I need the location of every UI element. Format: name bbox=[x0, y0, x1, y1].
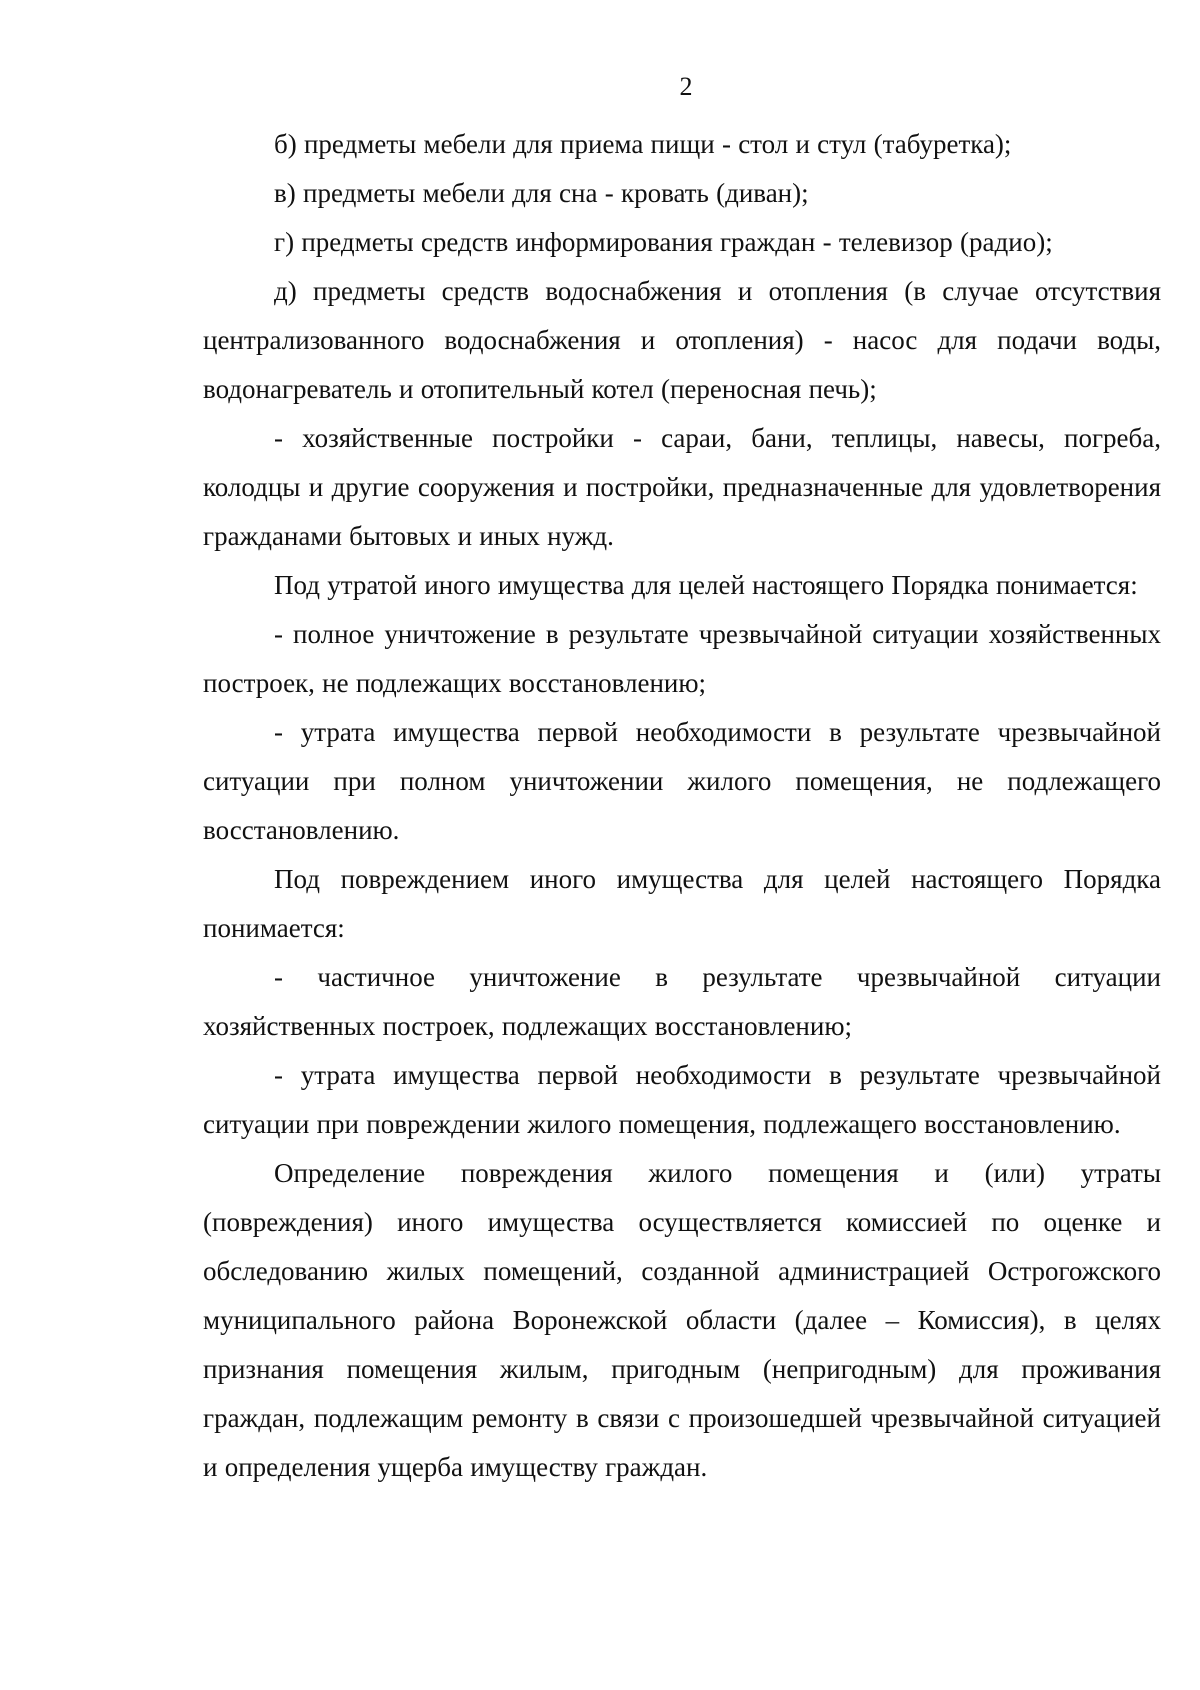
paragraph-damage-essentials: - утрата имущества первой необходимости в результате чрезвычайной ситуации при повреждении жилого помещения, подлежащего восстановлению. bbox=[203, 1060, 1161, 1139]
paragraph-loss-essentials: - утрата имущества первой необходимости в результате чрезвычайной ситуации при полном уничтожении жилого помещения, не подлежащего восстановлению. bbox=[203, 717, 1161, 845]
paragraph-loss-definition: Под утратой иного имущества для целей настоящего Порядка понимается: bbox=[274, 570, 1138, 600]
paragraph-damage-partial-destruction: - частичное уничтожение в результате чрезвычайной ситуации хозяйственных построек, подлежащих восстановлению; bbox=[203, 962, 1161, 1041]
paragraph-commission: Определение повреждения жилого помещения и (или) утраты (повреждения) иного имущества осуществляется комиссией по оценке и обследованию жилых помещений, созданной администрацией Острогожского муниципального района Воронежской области (далее – Комиссия), в целях признания помещения жилым, пригодным (непригодным) для проживания граждан, подлежащим ремонту в связи с произошедшей чрезвычайной ситуацией и определения ущерба имуществу граждан. bbox=[203, 1158, 1161, 1482]
document-body bbox=[203, 120, 1161, 1492]
page-number: 2 bbox=[679, 72, 693, 101]
paragraph-furniture-sleeping: в) предметы мебели для сна - кровать (диван); bbox=[274, 178, 809, 208]
paragraph-loss-full-destruction: - полное уничтожение в результате чрезвычайной ситуации хозяйственных построек, не подлежащих восстановлению; bbox=[203, 619, 1161, 698]
paragraph-information-means: г) предметы средств информирования граждан - телевизор (радио); bbox=[274, 227, 1053, 257]
paragraph-water-heating: д) предметы средств водоснабжения и отопления (в случае отсутствия централизованного водоснабжения и отопления) - насос для подачи воды, водонагреватель и отопительный котел (переносная печь); bbox=[203, 276, 1161, 404]
paragraph-outbuildings: - хозяйственные постройки - сараи, бани, теплицы, навесы, погреба, колодцы и другие сооружения и постройки, предназначенные для удовлетворения гражданами бытовых и иных нужд. bbox=[203, 423, 1161, 551]
paragraph-damage-definition: Под повреждением иного имущества для целей настоящего Порядка понимается: bbox=[203, 864, 1161, 943]
paragraph-furniture-dining: б) предметы мебели для приема пищи - стол и стул (табуретка); bbox=[274, 129, 1012, 159]
